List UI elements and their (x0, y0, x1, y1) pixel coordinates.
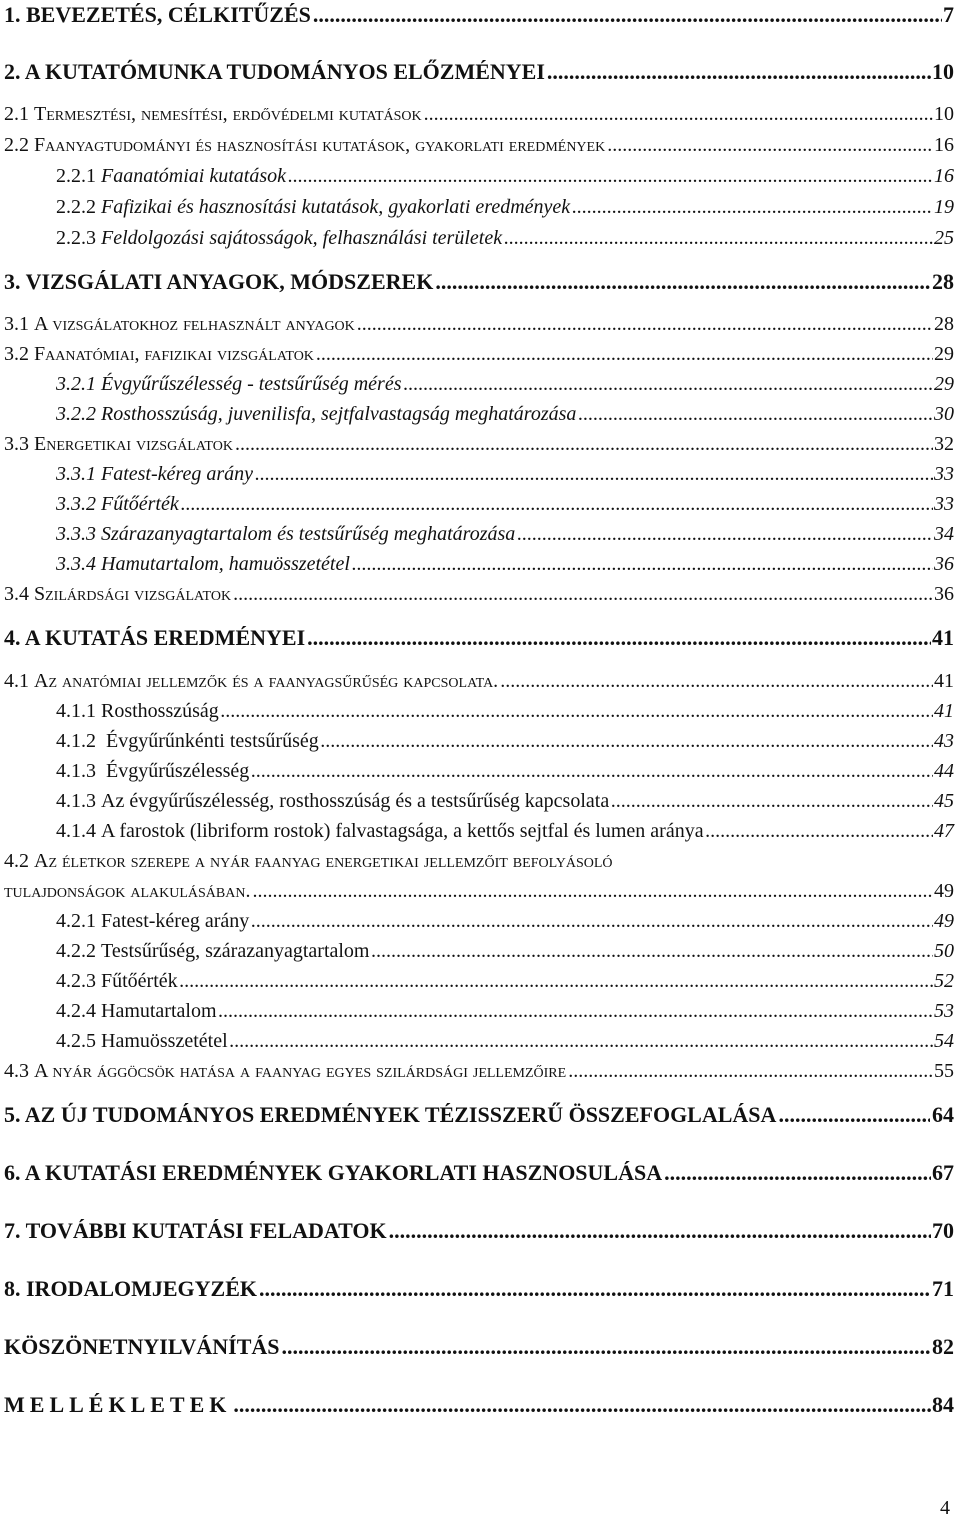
toc-title: 7. TOVÁBBI KUTATÁSI FELADATOK (4, 1218, 387, 1243)
toc-entry-4-2-line1: 4.2 Az életkor szerepe a nyár faanyag energetikai jellemzőit befolyásoló (4, 850, 613, 872)
toc-page: 16 (934, 165, 954, 187)
toc-title: MELLÉKLETEK (4, 1392, 232, 1417)
toc-page: 52 (934, 970, 954, 992)
toc-entry-2[interactable] (4, 59, 954, 85)
toc-entry-4-1[interactable] (4, 670, 954, 693)
toc-page: 10 (934, 103, 954, 125)
toc-title: 3.2 Faanatómiai, fafizikai vizsgálatok (4, 343, 314, 365)
toc-page: 32 (934, 433, 954, 455)
toc-title: 1. BEVEZETÉS, CÉLKITŰZÉS (4, 2, 311, 27)
toc-leader (252, 880, 933, 903)
toc-title: 4.1.1 Rosthosszúság (56, 700, 219, 722)
toc-title: 2.2 Faanyagtudományi és hasznosítási kutatások, gyakorlati eredmények (4, 134, 606, 156)
toc-title: 5. AZ ÚJ TUDOMÁNYOS EREDMÉNYEK TÉZISSZERŰ ÖSSZEFOGLALÁSA (4, 1102, 777, 1127)
toc-title: 3.3 Energetikai vizsgálatok (4, 433, 233, 455)
toc-leader (235, 433, 933, 456)
toc-page: 64 (932, 1102, 954, 1127)
toc-title: 4. A KUTATÁS EREDMÉNYEI (4, 625, 306, 650)
toc-page: 33 (934, 463, 954, 485)
toc-entry-3[interactable] (4, 269, 954, 295)
toc-title: 3.3.2 Fűtőérték (56, 493, 179, 515)
toc-leader (251, 760, 933, 783)
toc-leader (664, 1160, 931, 1186)
toc-page: 25 (934, 227, 954, 249)
toc-title: 2.1 Termesztési, nemesítési, erdővédelmi kutatások (4, 103, 422, 125)
toc-entry-4-2-3[interactable] (56, 970, 954, 993)
toc-leader (504, 227, 933, 250)
toc-entry-2-2[interactable] (4, 134, 954, 157)
toc-leader (517, 523, 933, 546)
toc-page: 43 (934, 730, 954, 752)
toc-page: 82 (932, 1334, 954, 1359)
toc-title: 2. A KUTATÓMUNKA TUDOMÁNYOS ELŐZMÉNYEI (4, 59, 545, 84)
toc-leader (230, 1030, 933, 1053)
toc-leader (547, 59, 931, 85)
toc-title: 4.1.3 Évgyűrűszélesség (56, 760, 250, 782)
toc-title: KÖSZÖNETNYILVÁNÍTÁS (4, 1334, 280, 1359)
toc-leader (233, 583, 933, 606)
toc-leader (321, 730, 933, 753)
toc-leader (389, 1218, 931, 1244)
toc-page: 49 (934, 880, 954, 902)
toc-page: 45 (934, 790, 954, 812)
toc-page: 16 (934, 134, 954, 156)
toc-entry-3-2[interactable] (4, 343, 954, 366)
toc-entry-appendices[interactable] (4, 1392, 954, 1418)
toc-entry-3-3-2[interactable] (56, 493, 954, 516)
toc-entry-3-3-4[interactable] (56, 553, 954, 576)
toc-page: 29 (934, 373, 954, 395)
toc-title: 4.1.2 Évgyűrűnkénti testsűrűség (56, 730, 319, 752)
toc-entry-4-1-4[interactable] (56, 820, 954, 843)
toc-page: 71 (932, 1276, 954, 1301)
toc-page: 41 (934, 670, 954, 692)
toc-page: 7 (943, 2, 954, 27)
toc-page: 44 (934, 760, 954, 782)
toc-entry-4-2-4[interactable] (56, 1000, 954, 1023)
toc-entry-6[interactable] (4, 1160, 954, 1186)
toc-page: 28 (932, 269, 954, 294)
toc-leader (288, 165, 933, 188)
toc-title: tulajdonságok alakulásában. (4, 880, 251, 902)
toc-entry-2-2-2[interactable] (56, 196, 954, 219)
toc-leader (500, 670, 933, 693)
toc-title: 3.2.1 Évgyűrűszélesség - testsűrűség mérés (56, 373, 402, 395)
toc-title: 4.1.3 Az évgyűrűszélesség, rosthosszúság és a testsűrűség kapcsolata (56, 790, 610, 812)
toc-entry-3-3-3[interactable] (56, 523, 954, 546)
toc-entry-4-1-1[interactable] (56, 700, 954, 723)
toc-title: 2.2.1 Faanatómiai kutatások (56, 165, 286, 187)
toc-entry-3-4[interactable] (4, 583, 954, 606)
toc-entry-1[interactable] (4, 2, 954, 28)
toc-leader (282, 1334, 932, 1360)
toc-leader (180, 970, 933, 993)
toc-leader (578, 403, 933, 426)
toc-title: 2.2.3 Feldolgozási sajátosságok, felhasználási területek (56, 227, 503, 249)
toc-entry-3-2-2[interactable] (56, 403, 954, 426)
toc-entry-2-2-3[interactable] (56, 227, 954, 250)
toc-entry-4-2-5[interactable] (56, 1030, 954, 1053)
toc-title: 3.3.4 Hamutartalom, hamuösszetétel (56, 553, 350, 575)
toc-page: 53 (934, 1000, 954, 1022)
toc-leader (251, 910, 933, 933)
toc-leader (255, 463, 933, 486)
toc-page: 19 (934, 196, 954, 218)
toc-leader (607, 134, 933, 157)
toc-entry-5[interactable] (4, 1102, 954, 1128)
toc-title: 4.2.1 Fatest-kéreg arány (56, 910, 250, 932)
toc-title: 3. VIZSGÁLATI ANYAGOK, MÓDSZEREK (4, 269, 434, 294)
toc-entry-3-2-1[interactable] (56, 373, 954, 396)
toc-title: 4.1 Az anatómiai jellemzők és a faanyagsűrűség kapcsolata. (4, 670, 499, 692)
toc-page: 41 (932, 625, 954, 650)
toc-entry-4-2-2[interactable] (56, 940, 954, 963)
toc-entry-3-3[interactable] (4, 433, 954, 456)
toc-title: 6. A KUTATÁSI EREDMÉNYEK GYAKORLATI HASZNOSULÁSA (4, 1160, 663, 1185)
toc-entry-8[interactable] (4, 1276, 954, 1302)
toc-leader (372, 940, 934, 963)
toc-leader (778, 1102, 930, 1128)
toc-leader (572, 196, 933, 219)
toc-title: 3.2.2 Rosthosszúság, juvenilisfa, sejtfalvastagság meghatározása (56, 403, 577, 425)
toc-title: 2.2.2 Fafizikai és hasznosítási kutatások, gyakorlati eredmények (56, 196, 571, 218)
toc-leader (357, 313, 933, 336)
toc-entry-4-1-3b[interactable] (56, 790, 954, 813)
toc-page: 36 (934, 553, 954, 575)
toc-leader (424, 103, 933, 126)
toc-title: 3.4 Szilárdsági vizsgálatok (4, 583, 232, 605)
page-number: 4 (940, 1497, 950, 1519)
toc-title: 3.3.3 Szárazanyagtartalom és testsűrűség meghatározása (56, 523, 516, 545)
toc-leader (181, 493, 933, 516)
toc-page: 41 (934, 700, 954, 722)
toc-page: 49 (934, 910, 954, 932)
toc-title: 4.2.5 Hamuösszetétel (56, 1030, 228, 1052)
toc-leader (316, 343, 933, 366)
toc-page: 30 (934, 403, 954, 425)
toc-entry-4-1-3[interactable] (56, 760, 954, 783)
toc-title: 3.1 A vizsgálatokhoz felhasznált anyagok (4, 313, 355, 335)
toc-leader (259, 1276, 931, 1302)
toc-title: 3.3.1 Fatest-kéreg arány (56, 463, 253, 485)
toc-leader (611, 790, 933, 813)
toc-page: 55 (934, 1060, 954, 1082)
toc-entry-4-2-1[interactable] (56, 910, 954, 933)
toc-leader (233, 1392, 931, 1418)
toc-page: 54 (934, 1030, 954, 1052)
toc-page: 33 (934, 493, 954, 515)
toc-entry-7[interactable] (4, 1218, 954, 1244)
toc-title: 8. IRODALOMJEGYZÉK (4, 1276, 258, 1301)
toc-entry-4-2[interactable] (4, 880, 954, 903)
toc-entry-2-1[interactable] (4, 103, 954, 126)
toc-leader (404, 373, 934, 396)
toc-leader (435, 269, 931, 295)
toc-page: 28 (934, 313, 954, 335)
toc-title: 4.2.2 Testsűrűség, szárazanyagtartalom (56, 940, 370, 962)
toc-page: 50 (934, 940, 954, 962)
toc-page: 10 (932, 59, 954, 84)
toc-leader (706, 820, 933, 843)
toc-title: 4.2.4 Hamutartalom (56, 1000, 217, 1022)
toc-title: 4.1.4 A farostok (libriform rostok) falvastagsága, a kettős sejtfal és lumen aránya (56, 820, 704, 842)
toc-page: 29 (934, 343, 954, 365)
toc-page: 70 (932, 1218, 954, 1243)
toc-entry-3-3-1[interactable] (56, 463, 954, 486)
toc-leader (221, 700, 933, 723)
toc-entry-acknowledgements[interactable] (4, 1334, 954, 1360)
toc-leader (219, 1000, 933, 1023)
toc-entry-4-3[interactable] (4, 1060, 954, 1083)
toc-leader (313, 2, 942, 28)
toc-page: 36 (934, 583, 954, 605)
toc-page: 34 (934, 523, 954, 545)
toc-page: 84 (932, 1392, 954, 1417)
toc-entry-4-1-2[interactable] (56, 730, 954, 753)
toc-title: 4.2.3 Fűtőérték (56, 970, 178, 992)
toc-leader (352, 553, 933, 576)
toc-page: 67 (932, 1160, 954, 1185)
toc-title: 4.3 A nyár ággöcsök hatása a faanyag egyes szilárdsági jellemzőire (4, 1060, 567, 1082)
toc-entry-4[interactable] (4, 625, 954, 651)
toc-leader (568, 1060, 933, 1083)
toc-leader (307, 625, 931, 651)
toc-entry-2-2-1[interactable] (56, 165, 954, 188)
toc-entry-3-1[interactable] (4, 313, 954, 336)
toc-page: 47 (934, 820, 954, 842)
